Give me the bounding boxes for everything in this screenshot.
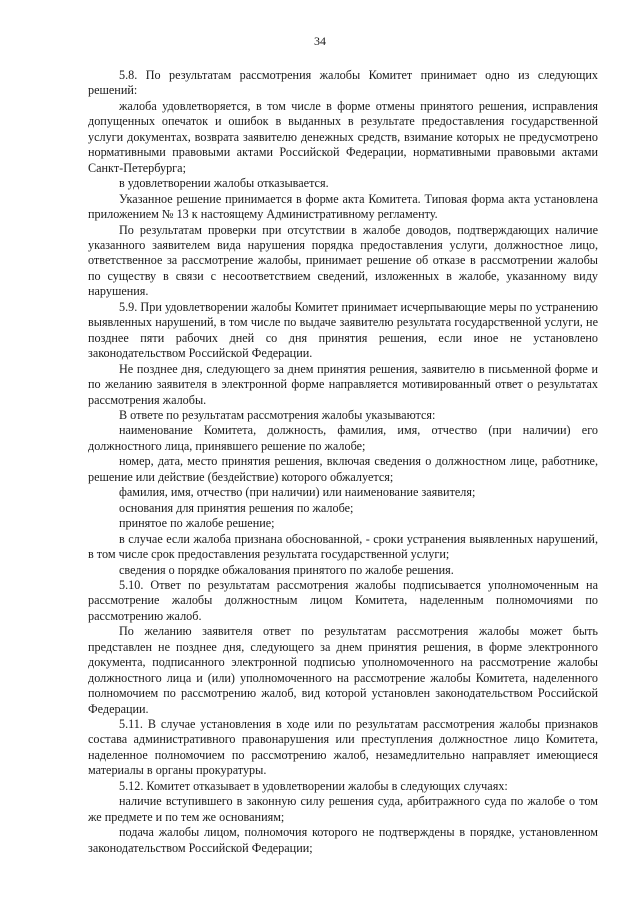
paragraph: Указанное решение принимается в форме акта Комитета. Типовая форма акта установлена приложением № 13 к настоящему Административному регламенту. <box>88 191 598 222</box>
paragraph: в случае если жалоба признана обоснованной, - сроки устранения выявленных нарушений, в том числе срок предоставления результата государственной услуги; <box>88 531 598 562</box>
paragraph: Не позднее дня, следующего за днем принятия решения, заявителю в письменной форме и по желанию заявителя в электронной форме направляется мотивированный ответ о результатах рассмотрения жалобы. <box>88 361 598 407</box>
paragraph: наличие вступившего в законную силу решения суда, арбитражного суда по жалобе о том же предмете и по тем же основаниям; <box>88 794 598 824</box>
paragraph: сведения о порядке обжалования принятого по жалобе решения. <box>119 562 454 577</box>
paragraph: фамилия, имя, отчество (при наличии) или наименование заявителя; <box>119 485 476 500</box>
paragraph: подача жалобы лицом, полномочия которого не подтверждены в порядке, установленном законодательством Российской Федерации; <box>88 825 598 855</box>
page-number: 34 <box>314 34 326 48</box>
paragraph: основания для принятия решения по жалобе; <box>119 500 354 515</box>
paragraph: По результатам проверки при отсутствии в жалобе доводов, подтверждающих наличие указанного заявителем вида нарушения порядка предоставления услуги, должностное лицо, ответственное за рассмотрение жалобы, принимает решение об отказе в рассмотрении жалобы по существу в связи с несоответствием сведений, изложенных в жалобе, указанному виду нарушения. <box>88 222 598 299</box>
paragraph: номер, дата, место принятия решения, включая сведения о должностном лице, работнике, решение или действие (бездействие) которого обжалуется; <box>88 454 598 484</box>
paragraph: в удовлетворении жалобы отказывается. <box>119 176 329 191</box>
paragraph-5-12: 5.12. Комитет отказывает в удовлетворении жалобы в следующих случаях: <box>119 778 508 793</box>
document-body <box>88 68 598 856</box>
paragraph: жалоба удовлетворяется, в том числе в форме отмены принятого решения, исправления допущенных опечаток и ошибок в выданных в результате предоставления государственной услуги документах, возврата заявителю денежных средств, взимание которых не предусмотрено нормативными правовыми актами Российской Федерации, нормативными правовыми актами Санкт-Петербурга; <box>88 98 598 175</box>
paragraph-5-9: 5.9. При удовлетворении жалобы Комитет принимает исчерпывающие меры по устранению выявленных нарушений, в том числе по выдаче заявителю результата государственной услуги, не позднее пяти рабочих дней со дня принятия решения, если иное не установлено законодательством Российской Федерации. <box>88 299 598 361</box>
paragraph: принятое по жалобе решение; <box>119 516 275 531</box>
paragraph: По желанию заявителя ответ по результатам рассмотрения жалобы может быть представлен не позднее дня, следующего за днем принятия решения, в форме электронного документа, подписанного электронной подписью уполномоченного на рассмотрение жалобы должностного лица и (или) уполномоченного на рассмотрение жалобы Комитета, наделенного полномочием по рассмотрению жалоб, вид которой установлен законодательством Российской Федерации. <box>88 624 598 716</box>
paragraph: В ответе по результатам рассмотрения жалобы указываются: <box>119 407 436 422</box>
paragraph-5-8: 5.8. По результатам рассмотрения жалобы Комитет принимает одно из следующих решений: <box>88 68 598 98</box>
paragraph: наименование Комитета, должность, фамилия, имя, отчество (при наличии) его должностного лица, принявшего решение по жалобе; <box>88 423 598 453</box>
paragraph-5-10: 5.10. Ответ по результатам рассмотрения жалобы подписывается уполномоченным на рассмотрение жалобы должностным лицом Комитета, наделенным полномочиями по рассмотрению жалоб. <box>88 577 598 623</box>
paragraph-5-11: 5.11. В случае установления в ходе или по результатам рассмотрения жалобы признаков состава административного правонарушения или преступления должностное лицо Комитета, наделенное полномочием по рассмотрению жалоб, незамедлительно направляет имеющиеся материалы в органы прокуратуры. <box>88 717 598 778</box>
